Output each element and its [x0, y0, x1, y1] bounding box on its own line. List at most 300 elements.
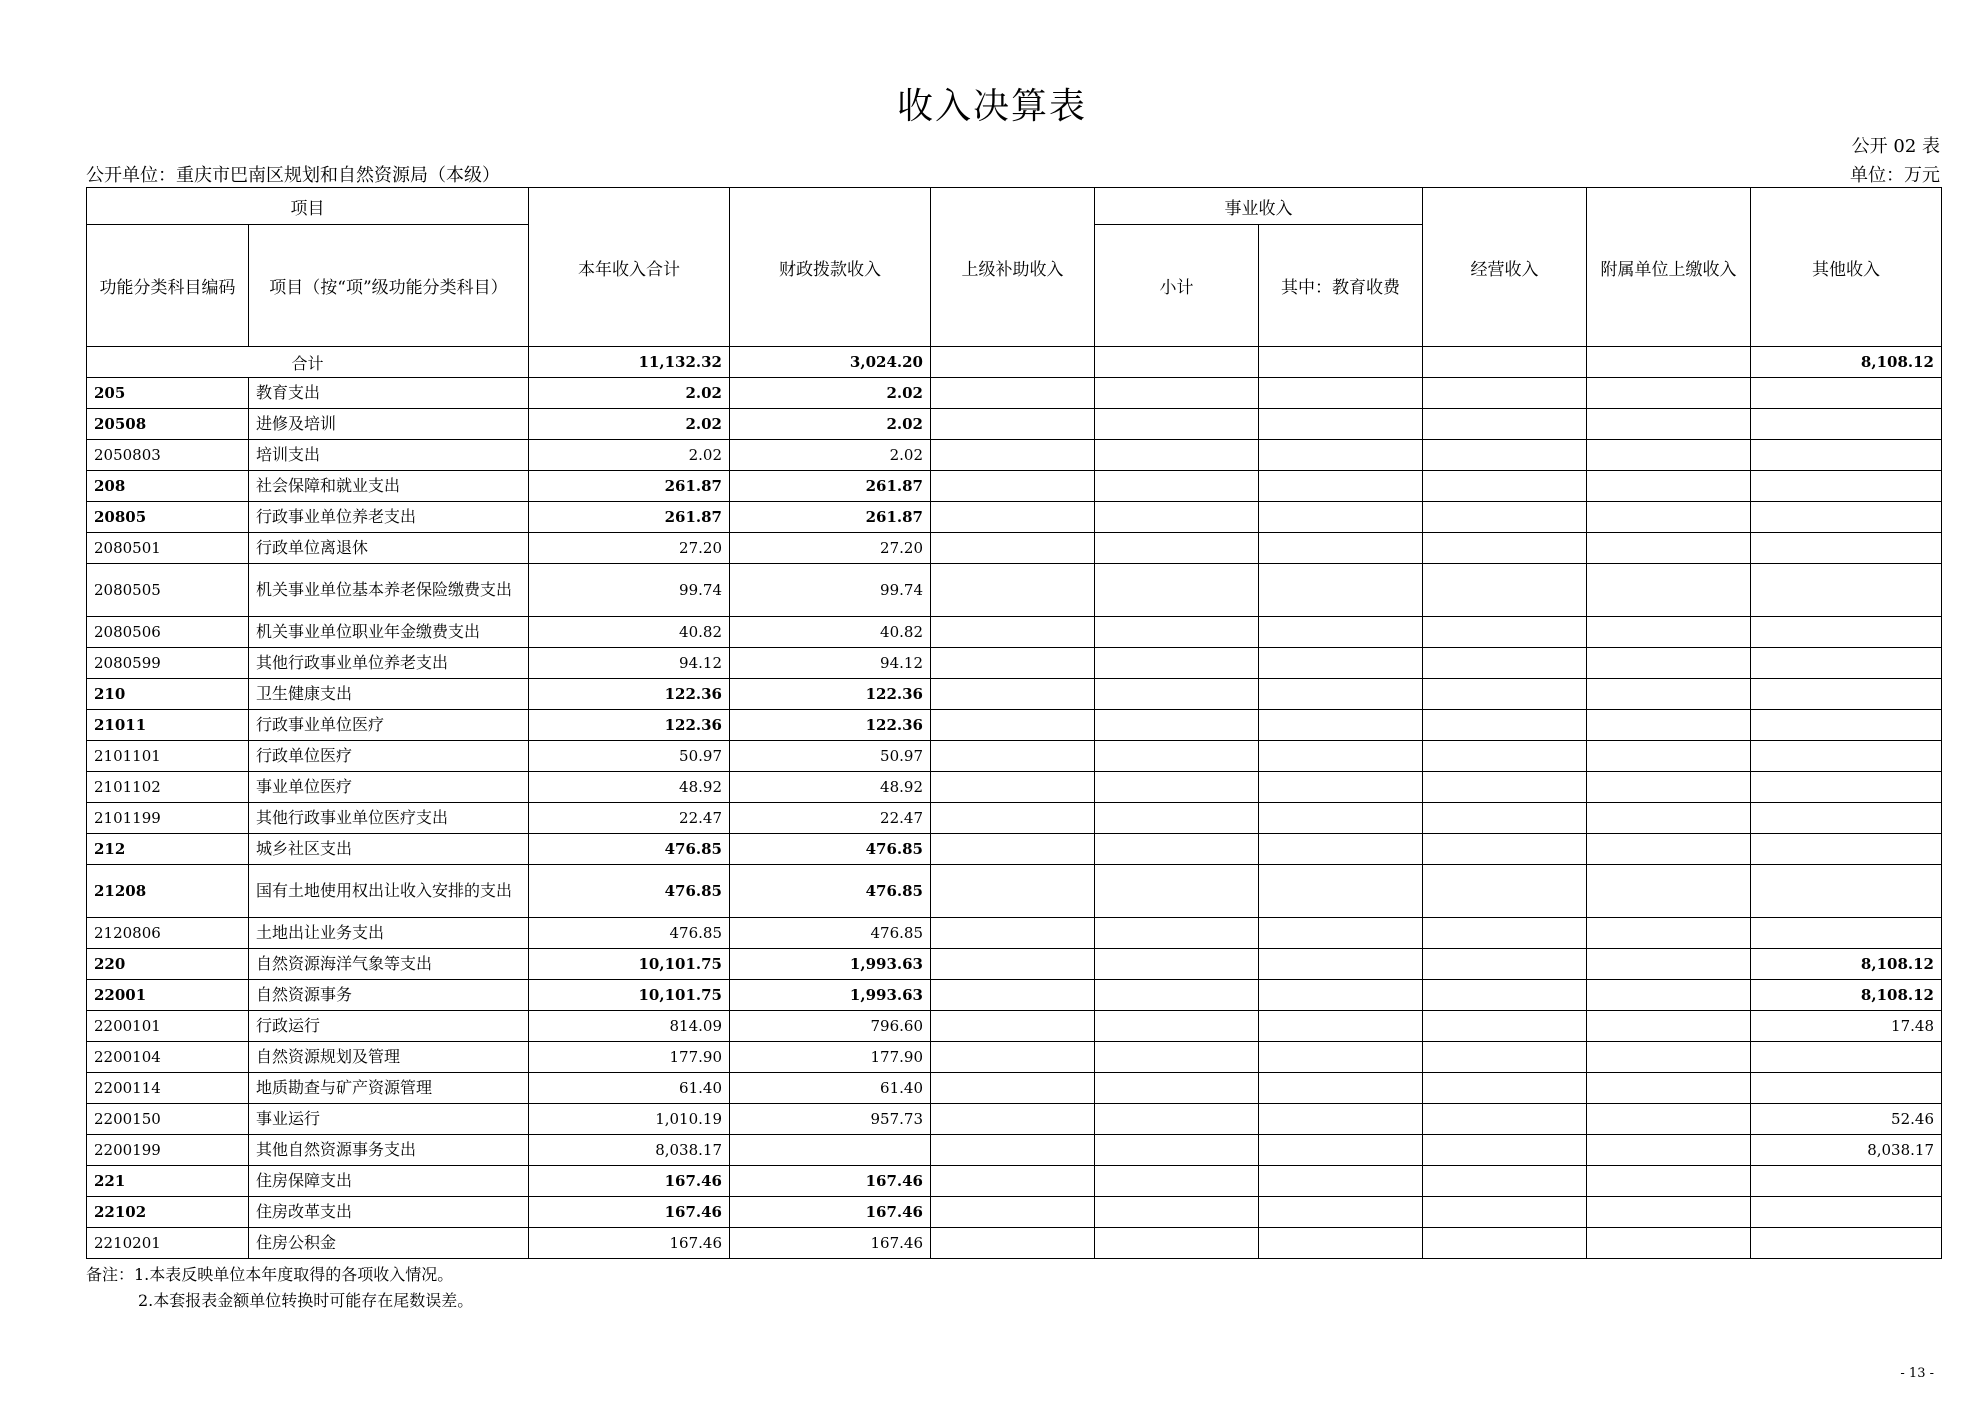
row-edu — [1259, 1135, 1423, 1166]
row-operating — [1423, 1135, 1587, 1166]
row-affiliated — [1587, 617, 1751, 648]
row-edu — [1259, 378, 1423, 409]
row-name: 土地出让业务支出 — [249, 918, 529, 949]
total-other: 8,108.12 — [1751, 347, 1942, 378]
row-affiliated — [1587, 918, 1751, 949]
row-code: 2080506 — [87, 617, 249, 648]
header-fiscal: 财政拨款收入 — [730, 188, 931, 347]
row-fiscal: 261.87 — [730, 471, 931, 502]
table-row — [87, 378, 1942, 409]
row-edu — [1259, 834, 1423, 865]
row-code: 2200101 — [87, 1011, 249, 1042]
row-name: 行政事业单位养老支出 — [249, 502, 529, 533]
table-row — [87, 502, 1942, 533]
row-subtotal — [1095, 617, 1259, 648]
row-edu — [1259, 1042, 1423, 1073]
row-operating — [1423, 617, 1587, 648]
row-affiliated — [1587, 679, 1751, 710]
row-other — [1751, 617, 1942, 648]
row-superior — [931, 918, 1095, 949]
row-fiscal: 167.46 — [730, 1228, 931, 1259]
row-operating — [1423, 834, 1587, 865]
row-other: 8,108.12 — [1751, 949, 1942, 980]
row-code: 2200114 — [87, 1073, 249, 1104]
row-edu — [1259, 980, 1423, 1011]
row-affiliated — [1587, 865, 1751, 918]
row-total: 94.12 — [529, 648, 730, 679]
row-subtotal — [1095, 1042, 1259, 1073]
page-number: - 13 - — [1900, 1366, 1934, 1381]
row-code: 2101101 — [87, 741, 249, 772]
row-other: 8,108.12 — [1751, 980, 1942, 1011]
note-2: 2.本套报表金额单位转换时可能存在尾数误差。 — [138, 1291, 474, 1310]
row-operating — [1423, 533, 1587, 564]
row-fiscal: 27.20 — [730, 533, 931, 564]
row-code: 2101199 — [87, 803, 249, 834]
row-fiscal: 99.74 — [730, 564, 931, 617]
row-total: 22.47 — [529, 803, 730, 834]
row-code: 220 — [87, 949, 249, 980]
row-fiscal: 167.46 — [730, 1166, 931, 1197]
row-subtotal — [1095, 1166, 1259, 1197]
row-name: 其他行政事业单位医疗支出 — [249, 803, 529, 834]
row-affiliated — [1587, 564, 1751, 617]
row-other — [1751, 741, 1942, 772]
row-superior — [931, 803, 1095, 834]
row-subtotal — [1095, 471, 1259, 502]
table-row — [87, 1228, 1942, 1259]
row-superior — [931, 865, 1095, 918]
total-amount: 11,132.32 — [529, 347, 730, 378]
row-subtotal — [1095, 865, 1259, 918]
row-code: 2080501 — [87, 533, 249, 564]
row-superior — [931, 710, 1095, 741]
row-operating — [1423, 980, 1587, 1011]
row-name: 培训支出 — [249, 440, 529, 471]
table-row — [87, 1166, 1942, 1197]
row-superior — [931, 617, 1095, 648]
form-number: 公开 02 表 — [1851, 136, 1940, 157]
row-subtotal — [1095, 1073, 1259, 1104]
row-other — [1751, 378, 1942, 409]
header-affiliated: 附属单位上缴收入 — [1587, 188, 1751, 347]
row-subtotal — [1095, 502, 1259, 533]
row-edu — [1259, 440, 1423, 471]
row-other — [1751, 1197, 1942, 1228]
row-operating — [1423, 803, 1587, 834]
header-subtotal: 小计 — [1095, 225, 1259, 347]
table-row — [87, 834, 1942, 865]
row-name: 事业运行 — [249, 1104, 529, 1135]
row-code: 21208 — [87, 865, 249, 918]
row-superior — [931, 471, 1095, 502]
header-other: 其他收入 — [1751, 188, 1942, 347]
row-name: 事业单位医疗 — [249, 772, 529, 803]
row-operating — [1423, 1011, 1587, 1042]
row-name: 自然资源规划及管理 — [249, 1042, 529, 1073]
row-other — [1751, 1166, 1942, 1197]
row-superior — [931, 1042, 1095, 1073]
row-operating — [1423, 918, 1587, 949]
row-subtotal — [1095, 949, 1259, 980]
row-fiscal: 476.85 — [730, 865, 931, 918]
row-subtotal — [1095, 710, 1259, 741]
row-affiliated — [1587, 710, 1751, 741]
row-affiliated — [1587, 803, 1751, 834]
row-name: 自然资源事务 — [249, 980, 529, 1011]
row-edu — [1259, 564, 1423, 617]
row-code: 205 — [87, 378, 249, 409]
row-other — [1751, 533, 1942, 564]
row-operating — [1423, 710, 1587, 741]
reporting-unit: 公开单位：重庆市巴南区规划和自然资源局（本级） — [86, 165, 500, 186]
row-code: 22001 — [87, 980, 249, 1011]
row-total: 40.82 — [529, 617, 730, 648]
row-total: 261.87 — [529, 502, 730, 533]
table-row — [87, 679, 1942, 710]
row-name: 其他行政事业单位养老支出 — [249, 648, 529, 679]
row-name: 机关事业单位基本养老保险缴费支出 — [249, 564, 529, 617]
row-total: 27.20 — [529, 533, 730, 564]
row-superior — [931, 772, 1095, 803]
header-code: 功能分类科目编码 — [87, 225, 249, 347]
row-superior — [931, 409, 1095, 440]
row-superior — [931, 1104, 1095, 1135]
income-table — [86, 187, 1942, 1259]
row-fiscal: 476.85 — [730, 834, 931, 865]
row-subtotal — [1095, 1135, 1259, 1166]
row-edu — [1259, 679, 1423, 710]
row-subtotal — [1095, 679, 1259, 710]
row-affiliated — [1587, 502, 1751, 533]
row-other: 8,038.17 — [1751, 1135, 1942, 1166]
row-subtotal — [1095, 440, 1259, 471]
header-item: 项目 — [87, 188, 529, 225]
row-operating — [1423, 648, 1587, 679]
row-code: 212 — [87, 834, 249, 865]
row-edu — [1259, 471, 1423, 502]
row-code: 2200150 — [87, 1104, 249, 1135]
row-operating — [1423, 949, 1587, 980]
notes — [86, 1262, 473, 1314]
row-fiscal: 261.87 — [730, 502, 931, 533]
row-subtotal — [1095, 834, 1259, 865]
row-fiscal: 167.46 — [730, 1197, 931, 1228]
header-name: 项目（按“项”级功能分类科目） — [249, 225, 529, 347]
row-affiliated — [1587, 741, 1751, 772]
row-total: 476.85 — [529, 865, 730, 918]
row-edu — [1259, 918, 1423, 949]
table-row — [87, 440, 1942, 471]
row-total: 48.92 — [529, 772, 730, 803]
row-code: 221 — [87, 1166, 249, 1197]
row-fiscal: 796.60 — [730, 1011, 931, 1042]
row-affiliated — [1587, 1011, 1751, 1042]
row-total: 2.02 — [529, 409, 730, 440]
row-edu — [1259, 648, 1423, 679]
row-subtotal — [1095, 533, 1259, 564]
table-row — [87, 617, 1942, 648]
row-operating — [1423, 471, 1587, 502]
row-code: 22102 — [87, 1197, 249, 1228]
header-operating: 经营收入 — [1423, 188, 1587, 347]
row-affiliated — [1587, 1197, 1751, 1228]
row-subtotal — [1095, 918, 1259, 949]
row-subtotal — [1095, 1197, 1259, 1228]
row-total: 167.46 — [529, 1228, 730, 1259]
row-total: 122.36 — [529, 679, 730, 710]
row-edu — [1259, 949, 1423, 980]
page-title: 收入决算表 — [896, 86, 1087, 127]
row-affiliated — [1587, 1135, 1751, 1166]
row-affiliated — [1587, 949, 1751, 980]
row-fiscal: 61.40 — [730, 1073, 931, 1104]
row-fiscal: 122.36 — [730, 679, 931, 710]
row-subtotal — [1095, 1011, 1259, 1042]
row-other: 52.46 — [1751, 1104, 1942, 1135]
table-row — [87, 710, 1942, 741]
row-name: 行政运行 — [249, 1011, 529, 1042]
row-subtotal — [1095, 803, 1259, 834]
row-affiliated — [1587, 1228, 1751, 1259]
row-code: 2101102 — [87, 772, 249, 803]
row-edu — [1259, 502, 1423, 533]
table-row — [87, 865, 1942, 918]
row-name: 机关事业单位职业年金缴费支出 — [249, 617, 529, 648]
table-row — [87, 471, 1942, 502]
row-affiliated — [1587, 1073, 1751, 1104]
row-total: 50.97 — [529, 741, 730, 772]
table-row — [87, 648, 1942, 679]
row-operating — [1423, 865, 1587, 918]
row-fiscal: 476.85 — [730, 918, 931, 949]
row-other — [1751, 772, 1942, 803]
table-row — [87, 980, 1942, 1011]
row-edu — [1259, 409, 1423, 440]
row-total: 476.85 — [529, 834, 730, 865]
row-edu — [1259, 741, 1423, 772]
row-edu — [1259, 533, 1423, 564]
header-edu: 其中：教育收费 — [1259, 225, 1423, 347]
table-row — [87, 564, 1942, 617]
row-subtotal — [1095, 1104, 1259, 1135]
row-affiliated — [1587, 1042, 1751, 1073]
row-fiscal — [730, 1135, 931, 1166]
row-superior — [931, 1073, 1095, 1104]
row-name: 住房公积金 — [249, 1228, 529, 1259]
row-name: 社会保障和就业支出 — [249, 471, 529, 502]
row-affiliated — [1587, 1166, 1751, 1197]
row-subtotal — [1095, 1228, 1259, 1259]
row-operating — [1423, 1228, 1587, 1259]
row-other — [1751, 679, 1942, 710]
row-superior — [931, 1228, 1095, 1259]
row-name: 行政事业单位医疗 — [249, 710, 529, 741]
row-name: 行政单位离退休 — [249, 533, 529, 564]
row-edu — [1259, 1011, 1423, 1042]
row-affiliated — [1587, 772, 1751, 803]
row-operating — [1423, 679, 1587, 710]
row-operating — [1423, 1197, 1587, 1228]
row-fiscal: 957.73 — [730, 1104, 931, 1135]
row-affiliated — [1587, 648, 1751, 679]
row-edu — [1259, 710, 1423, 741]
row-other — [1751, 1228, 1942, 1259]
row-name: 住房改革支出 — [249, 1197, 529, 1228]
row-other — [1751, 865, 1942, 918]
table-row — [87, 918, 1942, 949]
row-name: 卫生健康支出 — [249, 679, 529, 710]
row-code: 20508 — [87, 409, 249, 440]
row-other — [1751, 918, 1942, 949]
row-other — [1751, 409, 1942, 440]
note-1: 备注：1.本表反映单位本年度取得的各项收入情况。 — [86, 1265, 454, 1284]
row-total: 2.02 — [529, 378, 730, 409]
row-affiliated — [1587, 440, 1751, 471]
row-subtotal — [1095, 772, 1259, 803]
row-total: 167.46 — [529, 1197, 730, 1228]
row-subtotal — [1095, 378, 1259, 409]
row-edu — [1259, 1104, 1423, 1135]
row-superior — [931, 741, 1095, 772]
row-superior — [931, 533, 1095, 564]
row-subtotal — [1095, 741, 1259, 772]
row-superior — [931, 1197, 1095, 1228]
total-label: 合计 — [87, 347, 529, 378]
row-other — [1751, 803, 1942, 834]
row-edu — [1259, 865, 1423, 918]
table-row — [87, 803, 1942, 834]
header-superior: 上级补助收入 — [931, 188, 1095, 347]
table-row — [87, 1073, 1942, 1104]
total-row — [87, 347, 1942, 378]
row-total: 10,101.75 — [529, 980, 730, 1011]
row-affiliated — [1587, 1104, 1751, 1135]
row-code: 2210201 — [87, 1228, 249, 1259]
row-superior — [931, 1166, 1095, 1197]
row-other — [1751, 502, 1942, 533]
row-total: 814.09 — [529, 1011, 730, 1042]
row-other — [1751, 710, 1942, 741]
row-edu — [1259, 1166, 1423, 1197]
table-row — [87, 949, 1942, 980]
row-name: 其他自然资源事务支出 — [249, 1135, 529, 1166]
row-total: 1,010.19 — [529, 1104, 730, 1135]
row-operating — [1423, 409, 1587, 440]
row-name: 行政单位医疗 — [249, 741, 529, 772]
row-edu — [1259, 617, 1423, 648]
table-row — [87, 1011, 1942, 1042]
row-affiliated — [1587, 471, 1751, 502]
row-subtotal — [1095, 564, 1259, 617]
row-name: 自然资源海洋气象等支出 — [249, 949, 529, 980]
row-name: 教育支出 — [249, 378, 529, 409]
row-operating — [1423, 1073, 1587, 1104]
row-other — [1751, 440, 1942, 471]
row-fiscal: 50.97 — [730, 741, 931, 772]
row-code: 2080599 — [87, 648, 249, 679]
row-other — [1751, 1042, 1942, 1073]
row-superior — [931, 502, 1095, 533]
row-code: 2080505 — [87, 564, 249, 617]
row-code: 20805 — [87, 502, 249, 533]
row-edu — [1259, 1073, 1423, 1104]
row-operating — [1423, 1042, 1587, 1073]
row-total: 261.87 — [529, 471, 730, 502]
header-business: 事业收入 — [1095, 188, 1423, 225]
row-total: 8,038.17 — [529, 1135, 730, 1166]
row-other — [1751, 564, 1942, 617]
row-name: 进修及培训 — [249, 409, 529, 440]
row-code: 21011 — [87, 710, 249, 741]
row-other: 17.48 — [1751, 1011, 1942, 1042]
row-fiscal: 2.02 — [730, 409, 931, 440]
row-edu — [1259, 772, 1423, 803]
table-row — [87, 1104, 1942, 1135]
row-superior — [931, 834, 1095, 865]
row-edu — [1259, 1228, 1423, 1259]
row-code: 208 — [87, 471, 249, 502]
row-superior — [931, 564, 1095, 617]
row-fiscal: 2.02 — [730, 378, 931, 409]
row-fiscal: 40.82 — [730, 617, 931, 648]
row-superior — [931, 1135, 1095, 1166]
row-fiscal: 48.92 — [730, 772, 931, 803]
row-code: 2120806 — [87, 918, 249, 949]
table-row — [87, 409, 1942, 440]
row-edu — [1259, 803, 1423, 834]
row-other — [1751, 471, 1942, 502]
row-other — [1751, 648, 1942, 679]
row-superior — [931, 679, 1095, 710]
row-superior — [931, 949, 1095, 980]
row-fiscal: 122.36 — [730, 710, 931, 741]
row-total: 10,101.75 — [529, 949, 730, 980]
row-operating — [1423, 502, 1587, 533]
table-row — [87, 741, 1942, 772]
row-subtotal — [1095, 409, 1259, 440]
row-edu — [1259, 1197, 1423, 1228]
table-row — [87, 533, 1942, 564]
table-row — [87, 1135, 1942, 1166]
row-fiscal: 22.47 — [730, 803, 931, 834]
row-name: 城乡社区支出 — [249, 834, 529, 865]
total-fiscal: 3,024.20 — [730, 347, 931, 378]
row-superior — [931, 440, 1095, 471]
row-total: 122.36 — [529, 710, 730, 741]
row-subtotal — [1095, 980, 1259, 1011]
row-total: 99.74 — [529, 564, 730, 617]
row-affiliated — [1587, 980, 1751, 1011]
row-name: 国有土地使用权出让收入安排的支出 — [249, 865, 529, 918]
row-superior — [931, 378, 1095, 409]
row-superior — [931, 648, 1095, 679]
row-fiscal: 177.90 — [730, 1042, 931, 1073]
row-affiliated — [1587, 533, 1751, 564]
row-operating — [1423, 772, 1587, 803]
row-code: 2200104 — [87, 1042, 249, 1073]
row-other — [1751, 834, 1942, 865]
row-total: 2.02 — [529, 440, 730, 471]
row-code: 2200199 — [87, 1135, 249, 1166]
row-affiliated — [1587, 834, 1751, 865]
table-row — [87, 1197, 1942, 1228]
row-name: 住房保障支出 — [249, 1166, 529, 1197]
row-superior — [931, 980, 1095, 1011]
row-operating — [1423, 1104, 1587, 1135]
row-fiscal: 94.12 — [730, 648, 931, 679]
row-fiscal: 2.02 — [730, 440, 931, 471]
